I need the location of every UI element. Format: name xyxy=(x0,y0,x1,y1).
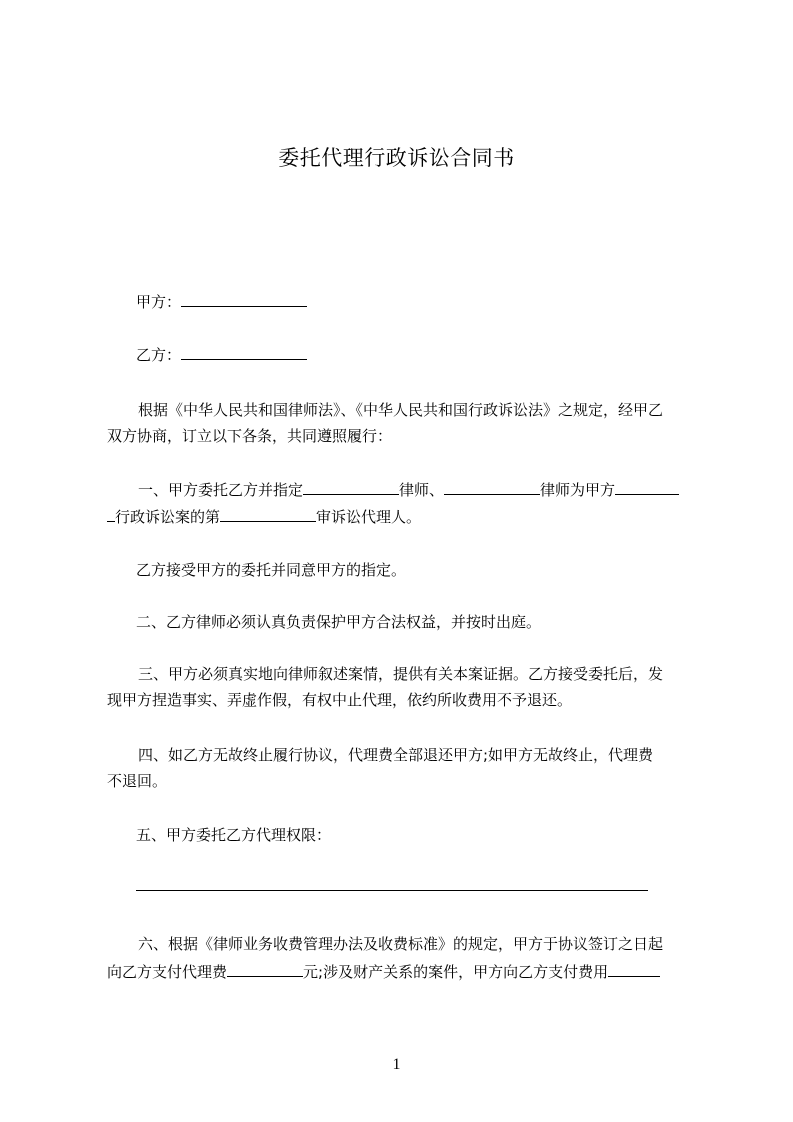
document-title: 委托代理行政诉讼合同书 xyxy=(278,146,515,170)
intro-line-2: 双方协商，订立以下各条，共同遵照履行： xyxy=(107,427,393,445)
clause-6-line-1: 六、根据《律师业务收费管理办法及收费标准》的规定，甲方于协议签订之日起 xyxy=(138,935,664,953)
property-fee-blank[interactable] xyxy=(608,962,660,977)
party-b-line xyxy=(136,345,307,364)
clause-1-line-2 xyxy=(107,507,421,526)
clause-4-line-2: 不退回。 xyxy=(107,772,168,790)
party-a-label: 甲方： xyxy=(136,293,182,311)
clause-6-text-a: 向乙方支付代理费 xyxy=(107,963,228,981)
clause-1-acceptance: 乙方接受甲方的委托并同意甲方的指定。 xyxy=(136,561,407,579)
clause-4-line-1: 四、如乙方无故终止履行协议，代理费全部退还甲方;如甲方无故终止，代理费 xyxy=(138,746,654,764)
clause-1-text-c: 律师为甲方 xyxy=(540,481,616,499)
party-a-blank[interactable] xyxy=(181,292,307,307)
clause-1-text-d: 行政诉讼案的第 xyxy=(115,508,221,526)
clause-6-text-b: 元;涉及财产关系的案件，甲方向乙方支付费用 xyxy=(303,963,609,981)
clause-1-text-a: 一、甲方委托乙方并指定 xyxy=(138,481,304,499)
agency-fee-blank[interactable] xyxy=(227,962,303,977)
clause-3-line-1: 三、甲方必须真实地向律师叙述案情，提供有关本案证据。乙方接受委托后，发 xyxy=(138,665,664,683)
party-b-label: 乙方： xyxy=(136,346,182,364)
clause-6-line-2 xyxy=(107,962,660,981)
instance-blank[interactable] xyxy=(220,507,316,522)
party-a-case-blank[interactable] xyxy=(615,480,679,495)
lawyer-2-blank[interactable] xyxy=(444,480,540,495)
lawyer-1-blank[interactable] xyxy=(303,480,399,495)
party-b-blank[interactable] xyxy=(181,345,307,360)
intro-line-1: 根据《中华人民共和国律师法》、《中华人民共和国行政诉讼法》之规定，经甲乙 xyxy=(138,401,664,419)
authority-blank[interactable] xyxy=(136,890,648,891)
clause-3-line-2: 现甲方捏造事实、弄虚作假，有权中止代理，依约所收费用不予退还。 xyxy=(107,691,573,709)
clause-5: 五、甲方委托乙方代理权限： xyxy=(136,826,332,844)
page-number: 1 xyxy=(392,1056,401,1073)
clause-1-text-b: 律师、 xyxy=(399,481,445,499)
party-a-line xyxy=(136,292,307,311)
clause-2: 二、乙方律师必须认真负责保护甲方合法权益，并按时出庭。 xyxy=(136,613,542,631)
clause-1-line-1 xyxy=(138,480,679,499)
case-name-blank-cont[interactable] xyxy=(107,507,115,522)
clause-1-text-e: 审诉讼代理人。 xyxy=(316,508,422,526)
